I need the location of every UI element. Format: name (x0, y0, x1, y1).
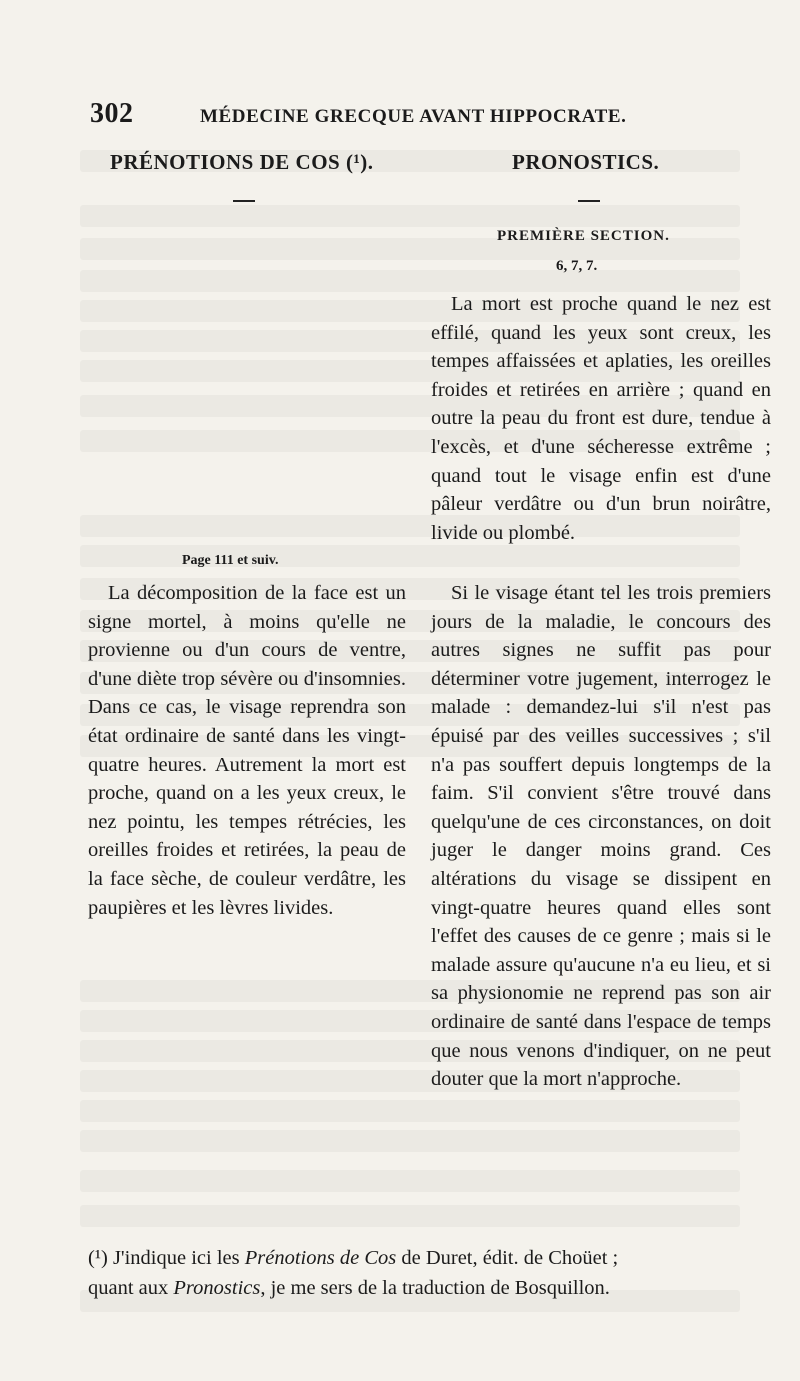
left-column-heading: PRÉNOTIONS DE COS (¹). (110, 150, 374, 174)
page-reference: Page 111 et suiv. (182, 553, 279, 568)
footnote-title-pronostics: Pronostics (173, 1277, 261, 1299)
section-title: PREMIÈRE SECTION. (497, 228, 670, 244)
footnote-marker: (¹) (88, 1247, 108, 1269)
page-header (90, 98, 730, 138)
right-column-heading: PRONOSTICS. (512, 150, 660, 174)
footnote-title-prenotions: Prénotions de Cos (244, 1247, 397, 1269)
footnote-text-4: , je me sers de la traduction de Bosquillon. (260, 1277, 610, 1299)
right-column-paragraph-1: La mort est proche quand le nez est effilé, quand les yeux sont creux, les tempes affaissées et aplaties, les oreilles froides et retirées en arrière ; quand en outre la peau du front est dure, tendue à l'excès, et d'une sécheresse extrême ; quand tout le visage enfin est d'une pâleur verdâtre ou d'un brun noirâtre, livide ou plombé. (431, 293, 771, 544)
running-title: MÉDECINE GRECQUE AVANT HIPPOCRATE. (200, 106, 627, 127)
footnote-text-3: quant aux (88, 1277, 174, 1299)
footnote-line-1 (88, 1243, 768, 1273)
right-heading-rule (578, 200, 600, 202)
section-reference: 6, 7, 7. (556, 258, 598, 274)
left-heading-rule (233, 200, 255, 202)
page-number: 302 (90, 98, 134, 129)
footnote-text-1: J'indique ici les (107, 1247, 245, 1269)
footnote-text-2: de Duret, édit. de Choüet ; (396, 1247, 619, 1269)
footnote-line-2 (88, 1273, 768, 1303)
left-column-paragraph: La décomposition de la face est un signe mortel, à moins qu'elle ne provienne ou d'un cours de ventre, d'une diète trop sévère ou d'insomnies. Dans ce cas, le visage reprendra son état ordinaire de santé dans les vingt-quatre heures. Autrement la mort est proche, quand on a les yeux creux, le nez pointu, les tempes rétrécies, les oreilles froides et retirées, la peau de la face sèche, de couleur verdâtre, les paupières et les lèvres livides. (88, 582, 406, 919)
right-column-paragraph-2: Si le visage étant tel les trois premiers jours de la maladie, le concours des autres signes ne suffit pas pour déterminer votre jugement, interrogez le malade : demandez-lui s'il n'est pas épuisé par des veilles successives ; s'il n'a pas souffert depuis longtemps de la faim. S'il convient s'être trouvé dans quelqu'une de ces circonstances, on doit juger le danger moins grand. Ces altérations du visage se dissipent en vingt-quatre heures quand elles sont l'effet des causes de ce genre ; mais si le malade assure qu'aucune n'a eu lieu, et si sa physionomie ne reprend pas son air ordinaire de santé dans l'espace de temps que nous venons d'indiquer, on ne peut douter que la mort n'approche. (431, 582, 771, 1091)
footnote (88, 1243, 768, 1303)
